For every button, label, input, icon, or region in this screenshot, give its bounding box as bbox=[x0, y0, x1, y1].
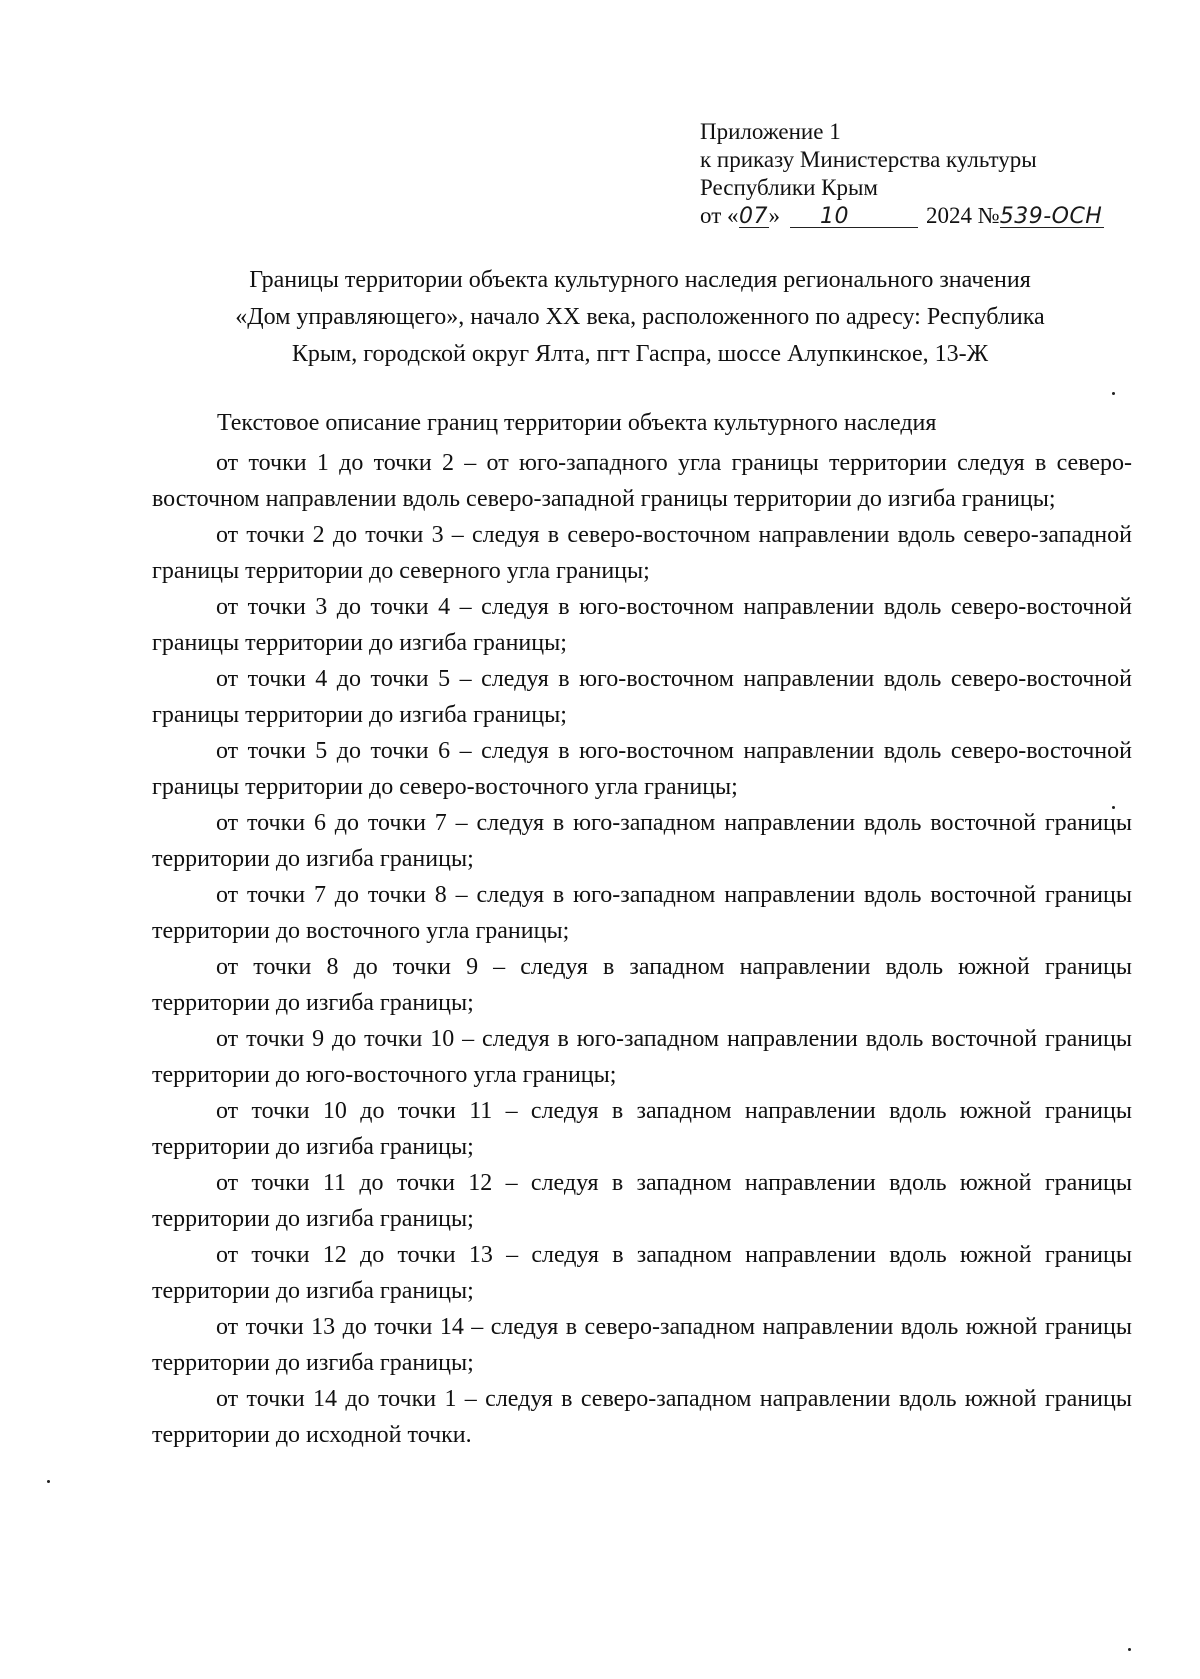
boundary-paragraph: от точки 1 до точки 2 – от юго-западного угла границы территории следуя в северо-восточном направлении вдоль северо-западной границы территории до изгиба границы; bbox=[152, 450, 1132, 512]
scan-speck bbox=[1128, 1648, 1131, 1651]
date-year: 2024 № bbox=[926, 203, 1000, 228]
order-number-handwritten: 539-ОСН bbox=[999, 204, 1103, 229]
boundary-paragraph: от точки 12 до точки 13 – следуя в западном направлении вдоль южной границы территории до изгиба границы; bbox=[152, 1242, 1132, 1304]
boundary-paragraph: от точки 11 до точки 12 – следуя в западном направлении вдоль южной границы территории до изгиба границы; bbox=[152, 1170, 1132, 1232]
boundary-paragraph: от точки 14 до точки 1 – следуя в северо-западном направлении вдоль южной границы территории до исходной точки. bbox=[152, 1386, 1132, 1448]
boundary-paragraph: от точки 8 до точки 9 – следуя в западном направлении вдоль южной границы территории до изгиба границы; bbox=[152, 954, 1132, 1016]
boundary-paragraph: от точки 6 до точки 7 – следуя в юго-западном направлении вдоль восточной границы территории до изгиба границы; bbox=[152, 810, 1132, 872]
boundary-paragraph: от точки 3 до точки 4 – следуя в юго-восточном направлении вдоль северо-восточной границы территории до изгиба границы; bbox=[152, 594, 1132, 656]
appendix-date-line bbox=[700, 202, 1160, 230]
boundary-paragraph: от точки 2 до точки 3 – следуя в северо-восточном направлении вдоль северо-западной границы территории до северного угла границы; bbox=[152, 522, 1132, 584]
scan-speck bbox=[1112, 806, 1115, 809]
appendix-republic: Республики Крым bbox=[700, 175, 878, 200]
boundary-paragraph: от точки 13 до точки 14 – следуя в северо-западном направлении вдоль южной границы территории до изгиба границы; bbox=[152, 1314, 1132, 1376]
date-mid: » bbox=[768, 203, 780, 228]
section-subtitle: Текстовое описание границ территории объекта культурного наследия bbox=[217, 410, 937, 436]
boundary-paragraph: от точки 7 до точки 8 – следуя в юго-западном направлении вдоль восточной границы территории до восточного угла границы; bbox=[152, 882, 1132, 944]
boundary-paragraph: от точки 10 до точки 11 – следуя в западном направлении вдоль южной границы территории до изгиба границы; bbox=[152, 1098, 1132, 1160]
document-title bbox=[140, 262, 1140, 373]
boundary-paragraph: от точки 4 до точки 5 – следуя в юго-восточном направлении вдоль северо-восточной границы территории до изгиба границы; bbox=[152, 666, 1132, 728]
date-prefix: от « bbox=[700, 203, 739, 228]
title-line-2: «Дом управляющего», начало XX века, расположенного по адресу: Республика bbox=[235, 304, 1045, 330]
scan-speck bbox=[47, 1480, 50, 1483]
scan-speck bbox=[1112, 392, 1115, 395]
appendix-header bbox=[700, 118, 1160, 230]
boundary-paragraph: от точки 9 до точки 10 – следуя в юго-западном направлении вдоль восточной границы территории до юго-восточного угла границы; bbox=[152, 1026, 1132, 1088]
date-day-handwritten: 07 bbox=[739, 204, 768, 229]
title-line-3: Крым, городской округ Ялта, пгт Гаспра, шоссе Алупкинское, 13-Ж bbox=[291, 341, 989, 367]
appendix-order-ref: к приказу Министерства культуры bbox=[700, 147, 1037, 172]
appendix-label: Приложение 1 bbox=[700, 119, 841, 144]
title-line-1: Границы территории объекта культурного наследия регионального значения bbox=[249, 267, 1031, 293]
boundary-paragraph: от точки 5 до точки 6 – следуя в юго-восточном направлении вдоль северо-восточной границы территории до северо-восточного угла границы; bbox=[152, 738, 1132, 800]
date-month-handwritten: 10 bbox=[790, 207, 918, 228]
boundary-description bbox=[152, 445, 1132, 1453]
